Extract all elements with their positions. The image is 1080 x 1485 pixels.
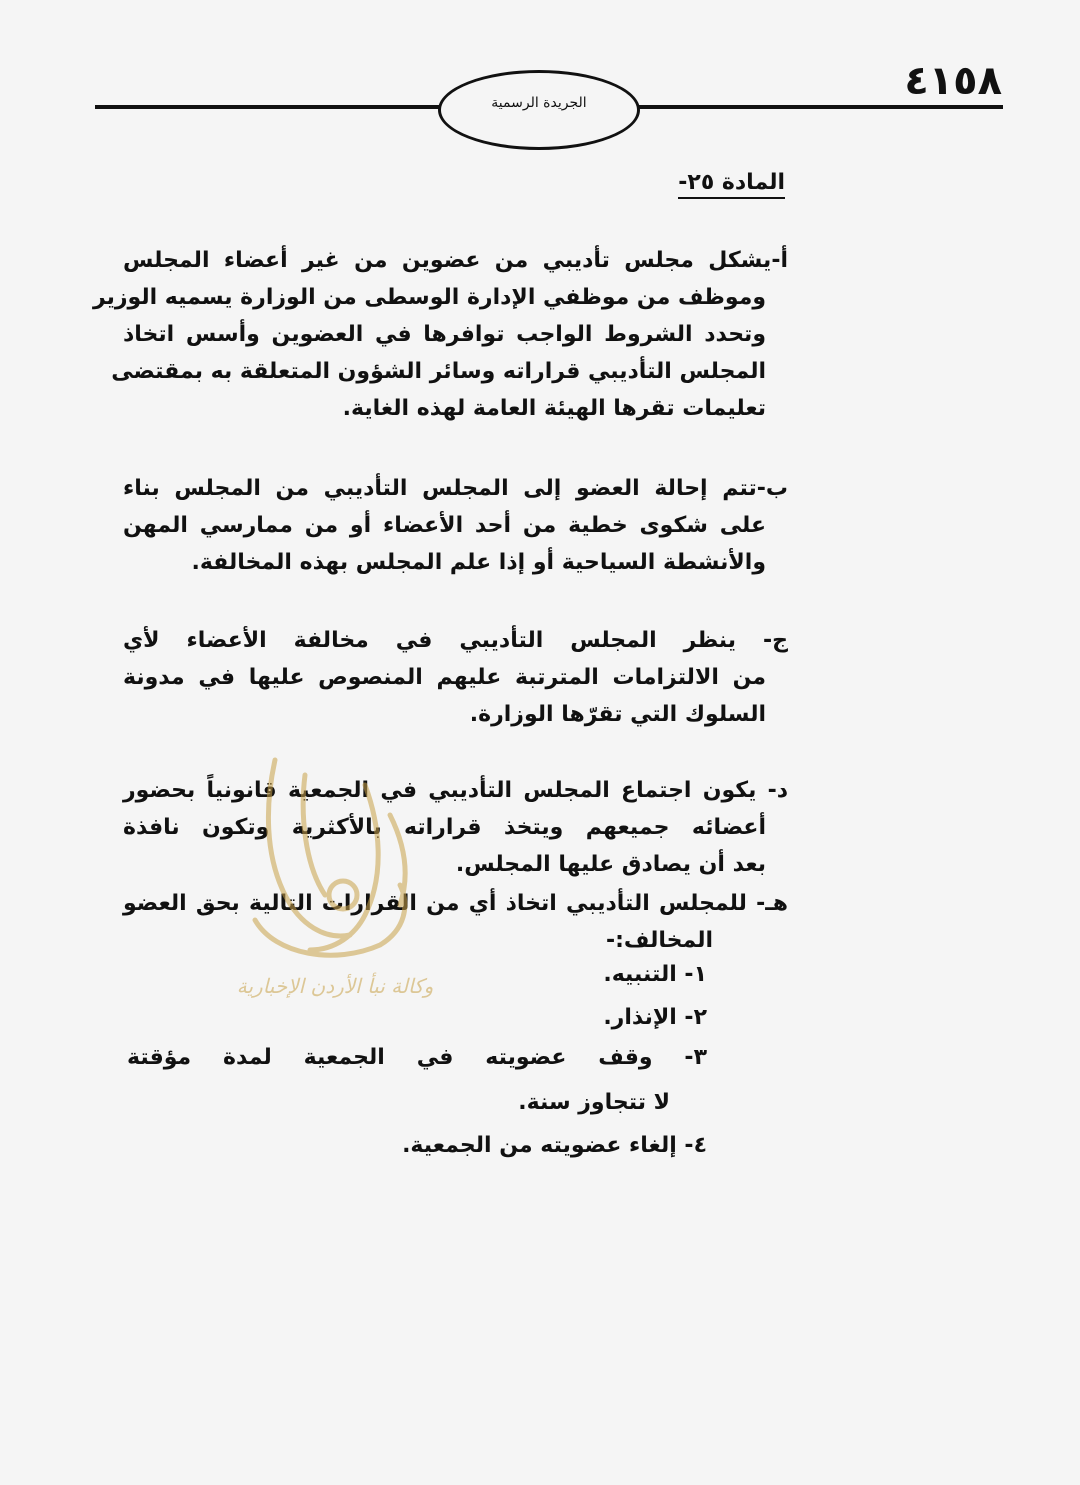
clause-a-line-4: المجلس التأديبي قراراته وسائر الشؤون المتعلقة به بمقتضى	[111, 359, 766, 384]
clause-c-line-1: ج- ينظر المجلس التأديبي في مخالفة الأعضاء لأي	[123, 628, 788, 653]
clause-a-line-5: تعليمات تقرها الهيئة العامة لهذه الغاية.	[342, 396, 766, 421]
journal-name-oval	[438, 70, 640, 150]
clause-b-line-2: على شكوى خطية من أحد الأعضاء أو من ممارسي المهن	[123, 513, 766, 538]
clause-c	[123, 622, 788, 733]
clause-e-line-2: المخالف:-	[605, 928, 713, 953]
clause-b-line-3: والأنشطة السياحية أو إذا علم المجلس بهذه المخالفة.	[191, 550, 766, 575]
penalty-item-3: ٣- وقف عضويته في الجمعية لمدة مؤقتة	[127, 1045, 707, 1070]
penalty-item-2: ٢- الإنذار.	[603, 1005, 707, 1030]
article-title: المادة ٢٥-	[678, 170, 785, 199]
penalty-item-3-continued: لا تتجاوز سنة.	[518, 1090, 670, 1115]
clause-a-line-2: وموظف من موظفي الإدارة الوسطى من الوزارة يسميه الوزير	[92, 285, 766, 310]
clause-b	[123, 470, 788, 581]
news-agency-watermark-logo	[215, 745, 455, 1005]
clause-d-line-2: أعضائه جميعهم ويتخذ قراراته بالأكثرية وتكون نافذة	[123, 815, 766, 840]
page-number: ٤١٥٨	[904, 58, 1002, 104]
penalty-item-1: ١- التنبيه.	[603, 962, 707, 987]
clause-a	[92, 242, 788, 427]
clause-c-line-2: من الالتزامات المترتبة عليهم المنصوص عليها في مدونة	[123, 665, 766, 690]
clause-a-line-1: أ-يشكل مجلس تأديبي من عضوين من غير أعضاء المجلس	[123, 248, 788, 273]
clause-a-line-3: وتحدد الشروط الواجب توافرها في العضوين وأسس اتخاذ	[123, 322, 766, 347]
journal-name: الجريدة الرسمية	[491, 95, 587, 111]
clause-c-line-3: السلوك التي تقرّها الوزارة.	[469, 702, 766, 727]
clause-e-line-1: هـ- للمجلس التأديبي اتخاذ أي من القرارات التالية بحق العضو	[123, 891, 788, 916]
clause-d-line-1: د- يكون اجتماع المجلس التأديبي في الجمعية قانونياً بحضور	[123, 778, 788, 803]
watermark-caption: وكالة نبأ الأردن الإخبارية	[236, 974, 434, 998]
clause-d-line-3: بعد أن يصادق عليها المجلس.	[455, 852, 766, 877]
penalty-item-4: ٤- إلغاء عضويته من الجمعية.	[402, 1133, 707, 1158]
clause-b-line-1: ب-تتم إحالة العضو إلى المجلس التأديبي من المجلس بناء	[123, 476, 788, 501]
